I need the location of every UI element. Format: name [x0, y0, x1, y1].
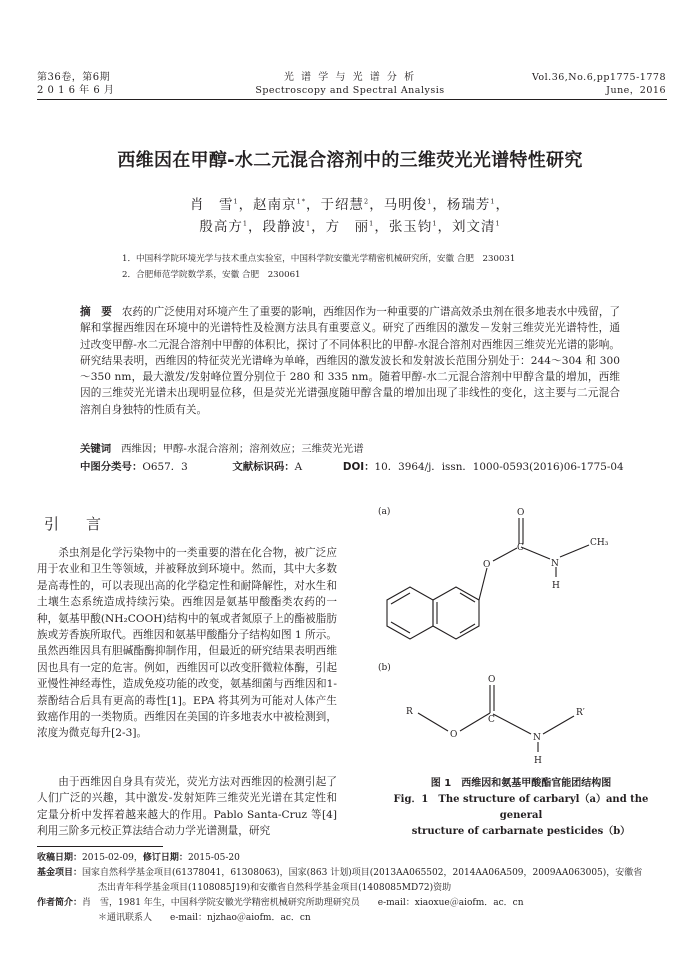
figure-caption-en-1: Fig．1 The structure of carbaryl（a）and the general [393, 794, 649, 821]
section-heading: 引 言 [44, 515, 108, 533]
atom-label: C [517, 543, 524, 553]
author-name: 刘文清 [451, 219, 496, 235]
classification [80, 459, 640, 475]
panel-a-label: (a) [378, 507, 391, 517]
abstract-label: 摘 要 [80, 306, 112, 318]
footnote-fund: 基金项目：国家自然科学基金项目(61378041，61308063)，国家(863 计划)项目(2013AA065502，2014AA06A509，2009AA063005)，安徽省 [37, 868, 643, 878]
atom-label: O [450, 730, 458, 740]
header-date-en: June，2016 [606, 85, 666, 96]
author-line-2: 殷高方$^1$，段静波$^1$，方 丽$^1$，张玉钧$^1$，刘文清$^1$ [199, 219, 501, 235]
author-name: 赵南京 [253, 197, 297, 213]
abstract-text: 农药的广泛使用对环境产生了重要的影响，西维因作为一种重要的广谱高效杀虫剂在很多地表水中残留，了解和掌握西维因在环境中的光谱特性及检测方法具有重要意义。研究了西维因的激发－发射三维荧光光谱特性，通过改变甲醇-水二元混合溶剂中甲醇的体积比，探讨了不同体积比的甲醇-水混合溶剂对西维因三维荧光光谱的影响。研究结果表明，西维因的特征荧光光谱峰为单峰，西维因的激发波长和发射波长范围分别处于：244～304 和 300～350 nm，最大激发/发射峰位置分别位于 280 和 335 nm。随着甲醇-水二元混合溶剂中甲醇含量的增加，西维因的三维荧光光谱未出现明显位移，但是荧光光谱强度随甲醇含量的增加出现了非线性的变化，这主要与二元混合溶剂自身独特的性质有关。 [80, 306, 621, 416]
keywords-label: 关键词 [80, 443, 112, 455]
panel-b-label: (b) [378, 663, 391, 673]
paper-title: 西维因在甲醇-水二元混合溶剂中的三维荧光光谱特性研究 [117, 150, 583, 171]
abstract [80, 304, 620, 418]
header-date-cn: 2 0 1 6 年 6 月 [37, 85, 115, 96]
affiliation-2: 2．合肥师范学院数学系，安徽 合肥 230061 [122, 270, 301, 280]
header-volume-cn: 第36卷，第6期 [37, 72, 111, 83]
atom-label: R [406, 707, 413, 717]
footnote-rule [37, 846, 163, 847]
author-name: 马明俊 [383, 197, 428, 213]
atom-label: R′ [576, 708, 585, 718]
footnote-fund-cont: 杰出青年科学基金项目(1108085J19)和安徽省自然科学基金项目(1408085MD72)资助 [98, 883, 452, 893]
atom-label: O [483, 560, 491, 570]
header-rule [37, 99, 667, 100]
author-name: 方 丽 [325, 219, 370, 235]
naphthalene-ring-right [433, 587, 479, 639]
figure-caption-cn: 图 1 西维因和氨基甲酸酯官能团结构图 [430, 778, 612, 789]
footnote-author: 作者简介：肖 雪，1981 年生，中国科学院安徽光学精密机械研究所助理研究员 e-mail：xiaoxue＠aiofm．ac．cn [37, 898, 524, 908]
atom-label: CH₃ [590, 538, 609, 548]
doi-value: 10．3964/j．issn．1000-0593(2016)06-1775-04 [374, 461, 624, 473]
author-line-1: 肖 雪$^1$，赵南京$^{1*}$，于绍慧$^2$，马明俊$^1$，杨瑞芳$^1$， [190, 197, 510, 213]
figure-1-structures [376, 500, 666, 770]
clc-value: O657．3 [142, 461, 188, 473]
header-journal-en: Spectroscopy and Spectral Analysis [255, 85, 445, 96]
footnote-dates: 收稿日期：2015-02-09，修订日期：2015-05-20 [37, 853, 240, 863]
author-name: 杨瑞芳 [446, 197, 491, 213]
body-paragraph-1: 杀虫剂是化学污染物中的一类重要的潜在化合物，被广泛应用于农业和卫生等领域，并被释放到环境中。然而，其中大多数是高毒性的，可以表现出高的化学稳定性和耐降解性，对水生和土壤生态系统造成持续污染。西维因是氨基甲酸酯类农药的一种，氨基甲酸(NH₂COOH)结构中的氧或者氮原子上的酯被脂肪族或芳香族所取代。西维因和氨基甲酸酯分子结构如图 1 所示。虽然西维因具有胆碱酯酶抑制作用，但最近的研究结果表明西维因也具有一定的危害。例如，西维因可以改变肝微粒体酶，引起亚慢性神经毒性，造成免疫功能的改变，氨基细菌与西维因和1-萘酚结合后具有更高的毒性[1]。EPA 将其列为可能对人体产生致癌作用的一类物质。西维因在美国的许多地表水中被检测到，浓度为微克每升[2-3]。 [37, 547, 337, 740]
author-name: 肖 雪 [190, 197, 234, 213]
body-paragraph-2: 由于西维因自身具有荧光，荧光方法对西维因的检测引起了人们广泛的兴趣，其中激发-发射矩阵三维荧光光谱在其定性和定量分析中发挥着越来越大的作用。Pablo Santa-Cruz 等[4]利用三阶多元校正算法结合动力学光谱测量，研究 [37, 776, 337, 838]
footnote-corresponding: ＊通讯联系人 e-mail：njzhao＠aiofm．ac．cn [98, 913, 311, 923]
header-journal-cn: 光 谱 学 与 光 谱 分 析 [283, 72, 417, 83]
atom-label: C [488, 715, 495, 725]
doc-label: 文献标识码： [232, 461, 295, 473]
author-name: 殷高方 [199, 219, 243, 235]
atom-label: N [533, 733, 541, 743]
atom-label: H [534, 756, 542, 766]
doi-label: DOI： [342, 461, 375, 473]
author-name: 于绍慧 [320, 197, 365, 213]
author-name: 段静波 [262, 219, 307, 235]
figure-caption [376, 776, 666, 840]
header-volume-en: Vol.36,No.6,pp1775-1778 [531, 72, 666, 83]
clc-label: 中图分类号： [80, 461, 143, 473]
doc-value: A [294, 461, 303, 473]
atom-label: O [488, 675, 496, 685]
atom-label: O [517, 508, 525, 518]
author-name: 张玉钧 [388, 219, 433, 235]
affiliation-1: 1．中国科学院环境光学与技术重点实验室，中国科学院安徽光学精密机械研究所，安徽 合肥 230031 [122, 254, 516, 264]
atom-label: H [552, 581, 560, 591]
figure-caption-en-2: structure of carbarnate pesticides（b） [411, 826, 631, 837]
keywords-text: 西维因；甲醇-水混合溶剂；溶剂效应；三维荧光光谱 [121, 443, 364, 455]
naphthalene-ring-left [387, 587, 433, 639]
keywords [80, 441, 364, 457]
atom-label: N [551, 559, 559, 569]
